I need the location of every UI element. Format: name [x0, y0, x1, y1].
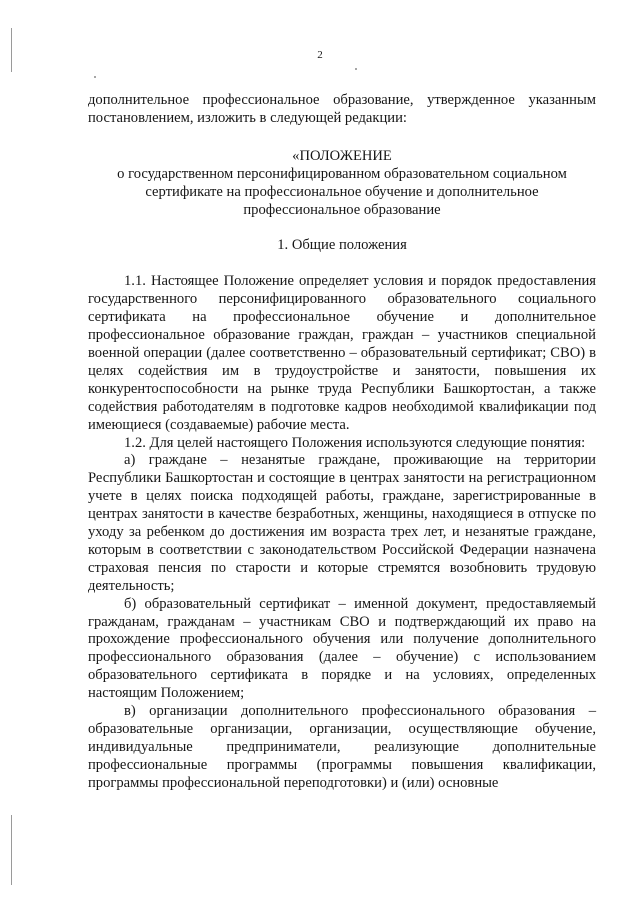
list-item-b: б) образовательный сертификат – именной документ, предоставляемый гражданам, гражданам – участникам СВО и подтверждающий их право на прохождение профессионального обучения или получение дополнительного профессионального образования (далее – обучение) с использованием образовательного сертификата в порядке и на условиях, определенных настоящим Положением;	[88, 595, 596, 702]
title-line-2: о государственном персонифицированном образовательном социальном сертификате на профессиональное обучение и дополнительное профессиональное образование	[117, 165, 567, 218]
paragraph-1-1: 1.1. Настоящее Положение определяет условия и порядок предоставления государственного персонифицированного образовательного социального сертификата на профессиональное обучение и дополнительное профессиональное образование граждан, граждан – участников специальной военной операции (далее соответственно – образовательный сертификат; СВО) в целях содействия им в трудоустройстве и занятости, повышения их конкурентоспособности на рынке труда Республики Башкортостан, а также содействия работодателям в подготовке кадров необходимой квалификации под имеющиеся (создаваемые) рабочие места.	[88, 273, 596, 433]
title-line-1: «ПОЛОЖЕНИЕ	[292, 147, 392, 164]
intro-paragraph: дополнительное профессиональное образование, утвержденное указанным постановлением, изложить в следующей редакции:	[88, 92, 596, 126]
scan-speck	[355, 68, 357, 70]
page-number: 2	[317, 49, 323, 61]
document-title	[88, 148, 596, 220]
section-heading: 1. Общие положения	[277, 237, 407, 254]
document-body	[88, 92, 596, 793]
scan-margin-mark	[11, 815, 12, 885]
scan-speck	[94, 76, 96, 78]
paragraph-1-2: 1.2. Для целей настоящего Положения используются следующие понятия:	[124, 434, 586, 451]
list-item-v: в) организации дополнительного профессионального образования – образовательные организации, организации, осуществляющие обучение, индивидуальные предприниматели, реализующие дополнительные профессиональные программы (программы повышения квалификации, программы профессиональной переподготовки) и (или) основные	[88, 703, 596, 791]
list-item-a: а) граждане – незанятые граждане, проживающие на территории Республики Башкортостан и состоящие в центрах занятости на регистрационном учете в целях поиска подходящей работы, граждане, зарегистрированные в центрах занятости в качестве безработных, женщины, находящиеся в отпуске по уходу за ребенком до достижения им возраста трех лет, и незанятые граждане, которым в соответствии с законодательством Российской Федерации назначена страховая пенсия по старости и которые стремятся возобновить трудовую деятельность;	[88, 452, 596, 594]
